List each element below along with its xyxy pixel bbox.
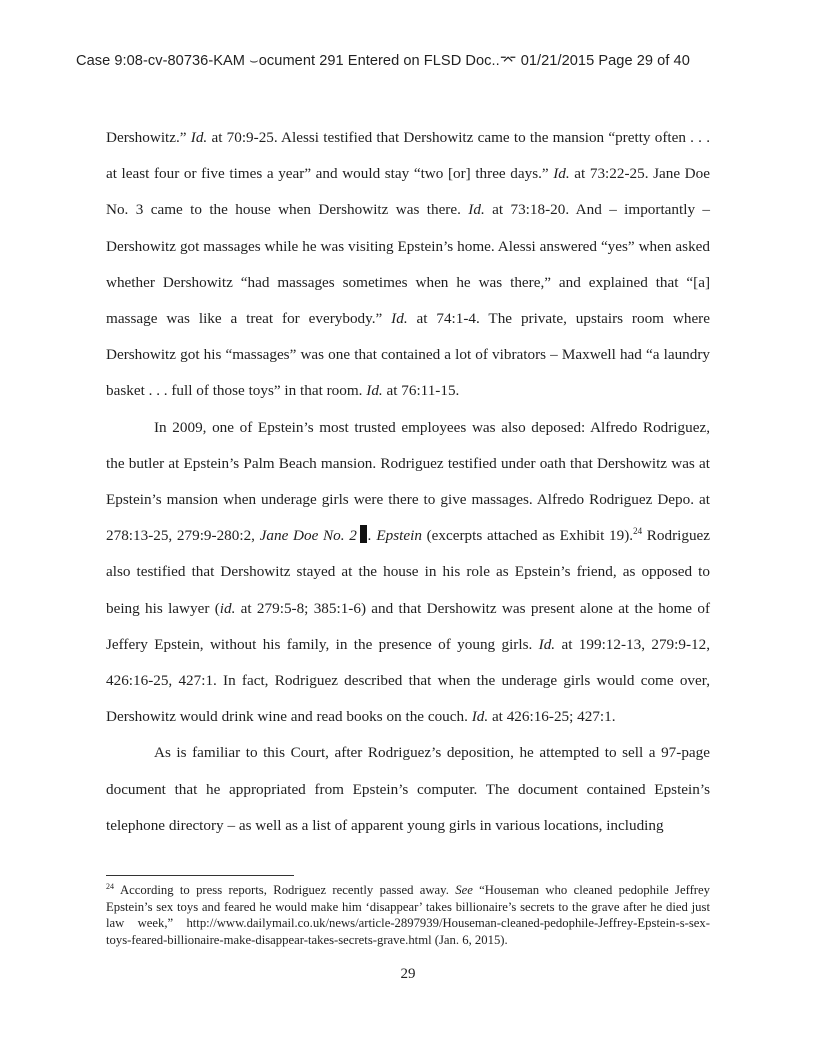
- paragraph-directory: As is familiar to this Court, after Rodriguez’s deposition, he attempted to sell a 97-page document that he appropriated from Epstein’s computer. The document contained Epstein’s telephone directory – as well as a list of apparent young girls in various locations, including: [106, 744, 710, 834]
- footnote-divider: [106, 875, 294, 876]
- body-text: [106, 120, 710, 844]
- footnote-24: $^{24}$ According to press reports, Rodriguez recently passed away. See “Houseman who cleaned pedophile Jeffrey Epstein’s sex toys and feared he would make him ‘disappear’ takes billionaire’s secrets to the grave after he died just law week,” http://www.dailymail.co.uk/news/article-2897939/Houseman-cleaned-pedophile-Jeffrey-Epstein-s-sex-toys-feared-billionaire-make-disappear-takes-secrets-grave.html (Jan. 6, 2015).: [106, 882, 710, 947]
- footnote-ref: 24: [633, 526, 643, 537]
- case-header: Case 9:08-cv-80736-KAM ⌣ocument 291 Entered on FLSD Doc..⌤ 01/21/2015 Page 29 of 40: [76, 53, 690, 69]
- page-number: 29: [400, 966, 416, 982]
- paragraph-alessi: Dershowitz.” Id. at 70:9-25. Alessi testified that Dershowitz came to the mansion “pretty often . . . at least four or five times a year” and would stay “two [or] three days.” Id. at 73:22-25. Jane Doe No. 3 came to the house when Dershowitz was there. Id. at 73:18-20. And – importantly – Dershowitz got massages while he was visiting Epstein’s home. Alessi answered “yes” when asked whether Dershowitz “had massages sometimes when he was there,” and explained that “[a] massage was like a treat for everybody.” Id. at 74:1-4. The private, upstairs room where Dershowitz got his “massages” was one that contained a lot of vibrators – Maxwell had “a laundry basket . . . full of those toys” in that room. Id. at 76:11-15.: [106, 129, 711, 400]
- redaction-mark: [360, 525, 367, 543]
- paragraph-rodriguez: In 2009, one of Epstein’s most trusted employees was also deposed: Alfredo Rodriguez, the butler at Epstein’s Palm Beach mansion. Rodriguez testified under oath that Dershowitz was at Epstein’s mansion when underage girls were there to give massages. Alfredo Rodriguez Depo. at 278:13-25, 279:9-280:2, Jane Doe No. 2 . Epstein (excerpts attached as Exhibit 19).$^{24}$ Rodriguez also testified that Dershowitz stayed at the house in his role as Epstein’s friend, as opposed to being his lawyer (id. at 279:5-8; 385:1-6) and that Dershowitz was present alone at the home of Jeffery Epstein, without his family, in the presence of young girls. Id. at 199:12-13, 279:9-12, 426:16-25, 427:1. In fact, Rodriguez described that when the underage girls would come over, Dershowitz would drink wine and read books on the couch. Id. at 426:16-25; 427:1.: [106, 418, 711, 726]
